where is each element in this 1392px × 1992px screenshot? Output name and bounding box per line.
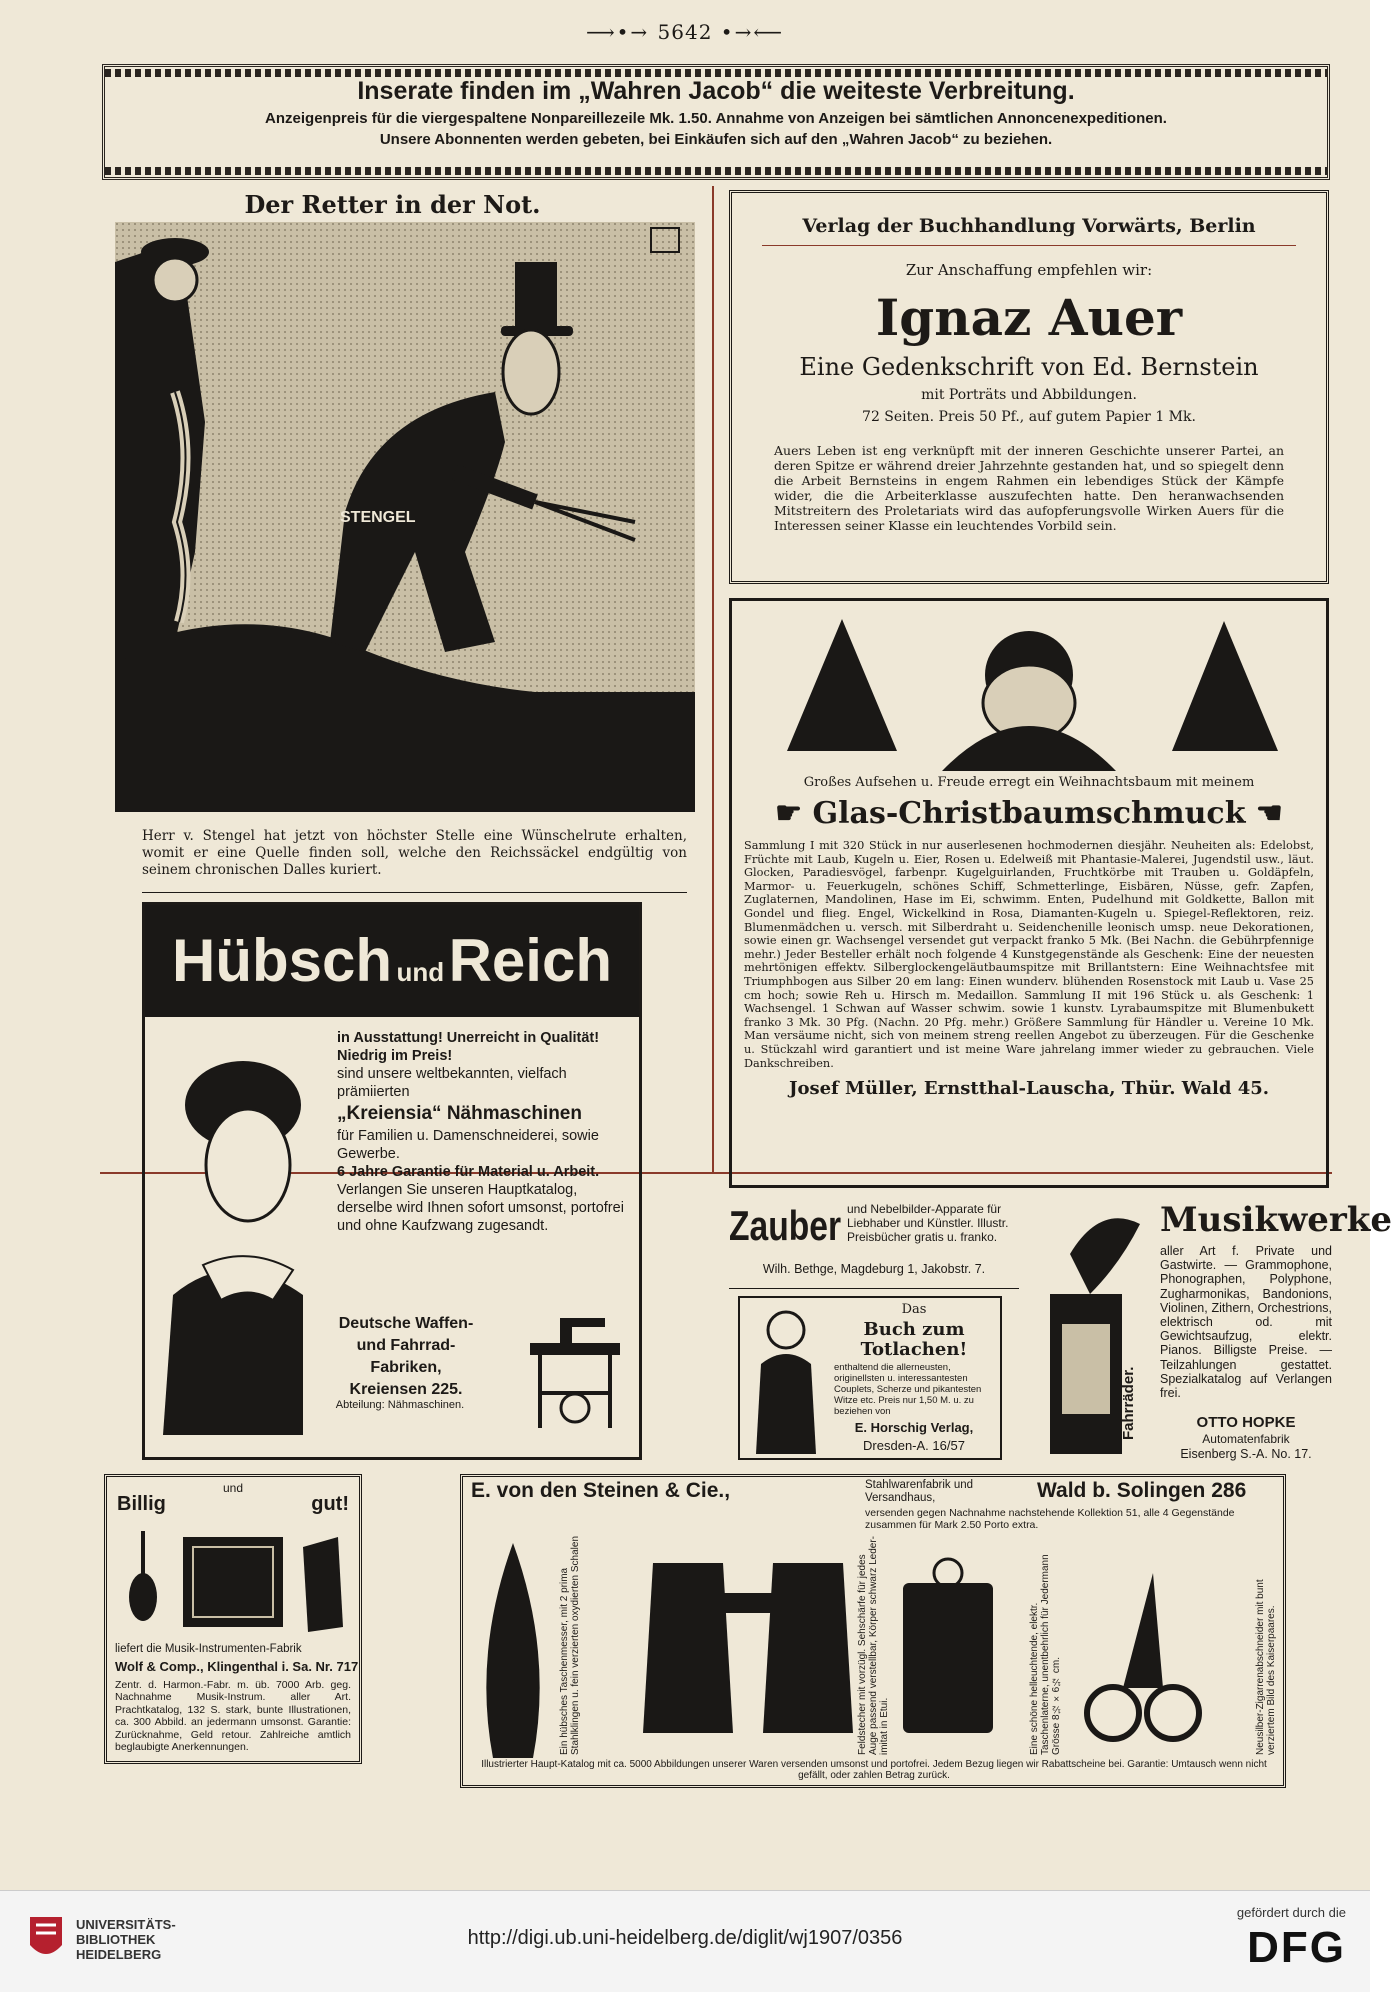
billig-word: Billig	[117, 1493, 166, 1515]
billig-text: Zentr. d. Harmon.-Fabr. m. üb. 7000 Arb. geg. Nachnahme Musik-Instrum. aller Art. Prachtkatalog, 132 S. stark, bunte Illustrationen, ca. 300 Abbild. an jedermann umsonst. Garantie: Zurücknahme, Geld retour. Zahlreiche amtlich beglaubigte Anerkennungen.	[115, 1679, 351, 1754]
sewing-machine-illustration	[520, 1313, 630, 1433]
huebsch-dept: Abteilung: Nähmaschinen.	[335, 1399, 465, 1411]
steinen-item-binoculars: Feldstecher mit vorzügl. Sehschärfe für jedes Auge passend verstellbar, Körper schwarz Leder-imitat in Etui.	[857, 1535, 890, 1755]
huebsch-line3: für Familien u. Damenschneiderei, sowie Gewerbe.	[337, 1128, 599, 1162]
ad-rates-header	[102, 64, 1330, 180]
musik-text: aller Art f. Private und Gastwirte. — Grammophone, Phonographen, Polyphone, Zugharmonikas, Bandonions, Violinen, Zithern, Orchestrions, elektrisch od. mit Gewichtsaufzug, elektr. Pianos. Billigste Preise. — Teilzahlungen gestattet. Spezialkatalog auf Verlangen frei.	[1160, 1244, 1332, 1401]
auer-publisher: Verlag der Buchhandlung Vorwärts, Berlin	[802, 215, 1256, 237]
gut-word: gut!	[311, 1493, 349, 1515]
billig-line1: liefert die Musik-Instrumenten-Fabrik	[115, 1643, 302, 1655]
ornament-border-bottom	[105, 167, 1327, 175]
auer-body: Auers Leben ist eng verknüpft mit der inneren Geschichte unserer Partei, an deren Spitze er während dreier Jahrzehnte gestanden hat, und so spiegelt denn die Arbeit Bernsteins in engem Rahmen ein lebendiges Stück der Kämpfe wider, die die Arbeiterklasse auszufechten hatte. Den heranwachsenden Mitstreitern des Proletariats wird das aufopferungsvolle Wirken Auers für die Interessen seiner Klasse ein leuchtendes Vorbild sein.	[774, 443, 1284, 533]
glas-sender: Josef Müller, Ernstthal-Lauscha, Thür. Wald 45.	[788, 1078, 1270, 1100]
huebsch-headline-banner	[145, 905, 639, 1017]
cartoon-illustration	[115, 222, 695, 812]
instruments-illustration	[113, 1517, 353, 1637]
auer-details: mit Porträts und Abbildungen.	[921, 387, 1137, 403]
christmas-illustration	[732, 601, 1326, 771]
reich-word: Reich	[448, 927, 612, 994]
auer-price: 72 Seiten. Preis 50 Pf., auf gutem Papier 1 Mk.	[862, 409, 1196, 425]
huebsch-guarantee: 6 Jahre Garantie für Material u. Arbeit.	[337, 1164, 600, 1180]
ad-billig-und-gut	[104, 1474, 362, 1764]
header-subscriber-note: Unsere Abonnenten werden gebeten, bei Einkäufen sich auf den „Wahren Jacob“ zu beziehen.	[379, 131, 1053, 148]
cartoon-title: Der Retter in der Not.	[244, 190, 541, 219]
page-number: ⟶•→ 5642 •→⟵	[585, 20, 785, 44]
buch-das: Das	[901, 1302, 927, 1317]
huebsch-copy	[337, 1029, 629, 1235]
logo-line-1: UNIVERSITÄTS-	[76, 1917, 176, 1932]
ad-von-den-steinen	[460, 1474, 1286, 1788]
woman-portrait-illustration	[153, 1055, 313, 1435]
column-divider	[712, 186, 714, 1172]
glas-headline: ☛ Glas-Christbaumschmuck ☚	[775, 796, 1283, 831]
logo-line-2: BIBLIOTHEK	[76, 1932, 156, 1947]
auer-subtitle: Eine Gedenkschrift von Ed. Bernstein	[799, 353, 1259, 381]
ad-huebsch-und-reich	[142, 902, 642, 1460]
huebsch-line2: sind unsere weltbekannten, vielfach prämiierten	[337, 1066, 567, 1100]
steinen-type: Stahlwarenfabrik und Versandhaus,	[865, 1479, 974, 1504]
auer-intro: Zur Anschaffung empfehlen wir:	[905, 261, 1153, 279]
steinen-company: E. von den Steinen & Cie.,	[471, 1479, 731, 1502]
steinen-item-cutter: Neusilber-Zigarrenabschneider mit bunt verziertem Bild des Kaiserpaares.	[1255, 1579, 1277, 1755]
buch-publisher: E. Horschig Verlag,	[854, 1420, 974, 1435]
huebsch-line1: in Ausstattung! Unerreicht in Qualität! Niedrig im Preis!	[337, 1030, 600, 1064]
steinen-offer: versenden gegen Nachnahme nachstehende Kollektion 51, alle 4 Gegenstände zusammen für Mark 2.50 Porto extra.	[865, 1507, 1235, 1531]
huebsch-word: Hübsch	[172, 927, 393, 994]
ad-ignaz-auer	[729, 190, 1329, 584]
viewer-footer	[0, 1890, 1370, 1992]
glas-intro: Großes Aufsehen u. Freude erregt ein Weihnachtsbaum mit meinem	[803, 775, 1255, 790]
cartoon-caption: Herr v. Stengel hat jetzt von höchster Stelle eine Wünschelrute erhalten, womit er eine Quelle finden soll, welche den Reichssäckel endgültig von seinem chronischen Dalles kuriert.	[142, 828, 687, 878]
musik-address: Eisenberg S.-A. No. 17.	[1180, 1447, 1312, 1461]
dfg-logo[interactable]: DFG	[1247, 1923, 1346, 1972]
ad-glas-christbaumschmuck	[729, 598, 1329, 1188]
huebsch-product: „Kreiensia“ Nähmaschinen	[337, 1103, 582, 1124]
ornament-border-top	[105, 69, 1327, 77]
cartoon-drawing	[115, 222, 695, 812]
ad-buch-zum-totlachen	[738, 1296, 1002, 1460]
glas-body: Sammlung I mit 320 Stück in nur auserlesenen hochmodernen diesjähr. Neuheiten als: Edelobst, Früchte mit Laub, Kugeln u. Eier, Rosen u. Edelweiß mit Phantasie-Malerei, Jugendstil usw., läut. Glocken, Paradiesvögel, farbenpr. Kugelguirlanden, Fruchtkörbe mit Trauben u. Goldäpfeln, Marmor- u. Feuerkugeln, schönes Schiff, Schmetterlinge, Eisbären, Nüsse, gefr. Zapfen, Zuglaternen, Mandolinen, Hase im Ei, schwimm. Enten, Pudelhund mit Goldkette, Ballon mit Gondel und flieg. Engel, Wickelkind in Rosa, Diamanten-Kugeln u. Spiegel-Reflektoren, reiz. Blumenmädchen u. versch. mit Silberdraht u. Seidenchenille leonisch umsp. neue Dekorationen, sowie einen gr. Wachsengel versendet gut verpackt franko 5 Mk. (Bei Nachn. die Gebührpfennige mehr.) Jeder Besteller erhält noch folgende 4 Kunstgegenstände als Geschenk: Eine der neuesten mehrtönigen effektv. Silberglockengeläutbaumspitze mit Brillantstern: Eine Weihnachtsfee mit Triumphbogen aus Silber 20 em lang: Einen wunderv. blühenden Rosenstock mit Laub u. Vase 25 cm hoch; sowie Reh u. Hirsch m. Medaillon. Sammlung II mit 196 Stück u. als Geschenk: 1 Wachsengel. 1 Schwan auf Wasser schwim. sowie 1 kunstv. Lyrabaumspitze mit Blumenbukett franko 3 Mk. 30 Pfg. (Nachn. 20 Pfg. mehr.) Größere Sammlung für Händler u. Vereine 10 Mk. Man versäume nicht, sich von meinem streng reellen Angebot zu überzeugen. Für die Geschenke u. Stückzahl wird garantiert und ist meine Ware jahrelang immer wieder zu gebrauchen. Viele Dankschreiben.	[744, 839, 1314, 1070]
pointing-hand-icon: ☛	[775, 796, 813, 831]
billig-und: und	[222, 1481, 244, 1495]
ad-musikwerke	[1030, 1200, 1392, 1470]
auer-name: Ignaz Auer	[875, 288, 1183, 347]
steinen-item-knife: Ein hübsches Taschenmesser, mit 2 prima Stahlklingen u. fein verzierten oxydierten Schalen	[559, 1535, 581, 1755]
huebsch-company: Deutsche Waffen- und Fahrrad-Fabriken, Kreiensen 225.	[338, 1315, 474, 1398]
steinen-city: Wald b. Solingen 286	[1037, 1479, 1247, 1502]
buch-address: Dresden-A. 16/57	[863, 1438, 965, 1453]
huebsch-und: und	[396, 957, 445, 987]
ad-zauber	[729, 1200, 1019, 1284]
musik-company: OTTO HOPKE	[1196, 1414, 1296, 1431]
zauber-address: Wilh. Bethge, Magdeburg 1, Jakobstr. 7.	[762, 1262, 986, 1276]
funded-by-text: gefördert durch die	[1236, 1905, 1346, 1920]
caption-rule	[142, 892, 687, 893]
zauber-word: Zauber	[729, 1202, 842, 1249]
header-rates: Anzeigenpreis für die viergespaltene Nonpareillezeile Mk. 1.50. Annahme von Anzeigen bei sämtlichen Annoncenexpeditionen.	[265, 110, 1167, 127]
steinen-item-flashlight: Eine schöne helleuchtende, elektr. Taschenlaterne, unentbehrlich für Jedermann Grösse 8½×6½ cm.	[1029, 1554, 1062, 1755]
pointing-hand-icon: ☚	[1245, 796, 1283, 831]
zauber-text: und Nebelbilder-Apparate für Liebhaber und Künstler. Illustr. Preisbücher gratis u. franko.	[847, 1202, 1009, 1244]
auer-rule	[762, 245, 1296, 246]
logo-line-3: HEIDELBERG	[76, 1947, 162, 1962]
cartoon-label: STENGEL	[340, 509, 416, 526]
laughing-man-illustration	[746, 1304, 826, 1454]
musik-headline: Musikwerke	[1160, 1200, 1392, 1240]
steinen-footer: Illustrierter Haupt-Katalog mit ca. 5000 Abbildungen unserer Waren versenden umsonst und portofrei. Jedem Bezug liegen wir Rabattscheine bei. Garantie: Umtausch wenn nicht gefällt, oder zahlen Betrag zurück.	[481, 1759, 1267, 1781]
permalink-url[interactable]: http://digi.ub.uni-heidelberg.de/diglit/wj1907/0356	[467, 1927, 903, 1949]
musik-sub: Automatenfabrik	[1202, 1432, 1290, 1446]
musik-side-label: Fahrräder.	[1120, 1366, 1137, 1440]
zauber-rule	[729, 1288, 1019, 1289]
buch-text: enthaltend die allerneusten, originellsten u. interessantesten Couplets, Scherze und pikantesten Witze etc. Preis nur 1,50 M. u. zu beziehen von	[834, 1362, 982, 1417]
header-title: Inserate finden im „Wahren Jacob“ die weiteste Verbreitung.	[357, 77, 1075, 105]
buch-title: Buch zum Totlachen!	[860, 1319, 968, 1360]
huebsch-line4: Verlangen Sie unseren Hauptkatalog, derselbe wird Ihnen sofort umsonst, portofrei und ohne Kaufzwang zugesandt.	[337, 1182, 624, 1234]
billig-company: Wolf & Comp., Klingenthal i. Sa. Nr. 717	[115, 1659, 359, 1674]
